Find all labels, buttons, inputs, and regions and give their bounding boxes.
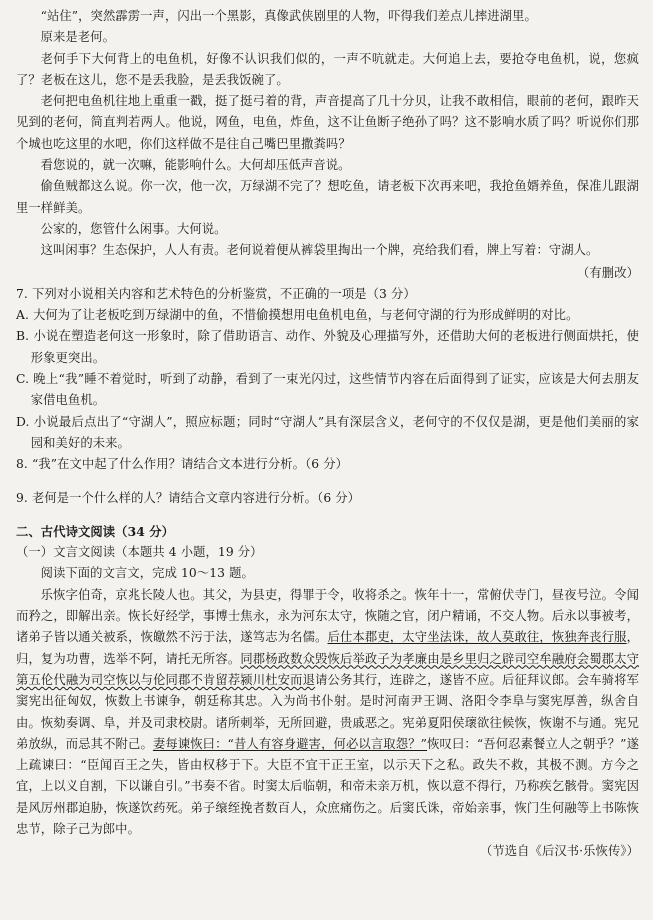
classical-source-note: （节选自《后汉书·乐恢传》） bbox=[479, 844, 639, 859]
story-paragraph: 原来是老何。 bbox=[40, 30, 115, 45]
question-8: 8. “我”在文中起了什么作用？请结合文本进行分析。（6 分） bbox=[16, 457, 349, 472]
question-7-option-b: B. 小说在塑造老何这一形象时，除了借助语言、动作、外貌及心理描写外，还借助大何的老板进行侧面烘托，使形象更突出。 bbox=[16, 329, 639, 365]
story-paragraph: 公家的，您管什么闲事。大何说。 bbox=[40, 221, 227, 236]
question-7-option-a: A. 大何为了让老板吃到万绿湖中的鱼，不惜偷摸想用电鱼机电鱼，与老何守湖的行为形成鲜明的对比。 bbox=[16, 308, 579, 323]
underlined-sentence: 后仕本郡吏，太守坐法诛，故人莫敢往，恢独奔丧行服 bbox=[327, 630, 627, 645]
question-7 bbox=[16, 284, 639, 454]
reading-instruction: 阅读下面的文言文，完成 10～13 题。 bbox=[40, 566, 254, 581]
question-7-stem: 7. 下列对小说相关内容和艺术特色的分析鉴赏，不正确的一项是（3 分） bbox=[16, 286, 416, 301]
question-7-option-d: D. 小说最后点出了“守湖人”，照应标题；同时“守湖人”具有深层含义，老何守的不仅仅是湖，更是他们美丽的家园和美好的未来。 bbox=[16, 414, 639, 450]
story-paragraph: 看您说的，就一次嘛，能影响什么。大何却压低声音说。 bbox=[40, 158, 351, 173]
story-paragraph: 这叫闲事？生态保护，人人有责。老何说着便从裤袋里掏出一个牌，亮给我们看，牌上写着：守湖人。 bbox=[40, 243, 599, 258]
classical-text bbox=[16, 585, 639, 841]
question-9: 9. 老何是一个什么样的人？请结合文章内容进行分析。（6 分） bbox=[16, 490, 361, 505]
answer-space bbox=[16, 476, 639, 488]
underlined-sentence: 妻每谏恢曰：“昔人有容身避害，何必以言取怨？” bbox=[152, 736, 428, 751]
question-7-option-c: C. 晚上“我”睡不着觉时，听到了动静，看到了一束光闪过，这些情节内容在后面得到了证实，应该是大何去朋友家借电鱼机。 bbox=[16, 372, 639, 408]
story-paragraph: 偷鱼贼都这么说。你一次，他一次，万绿湖不完了？想吃鱼，请老板下次再来吧，我抢鱼婿养鱼，保准儿跟湖里一样鲜美。 bbox=[16, 179, 639, 215]
classical-text-segment: 请公务其行，连辟之，遂皆不应。后征拜议郎。会车骑将军窦宪出征匈奴，恢数上书谏争，朝廷称其忠。入为尚书仆射。是时河南尹王调、洛阳令李阜与窦宪厚善，纵舍自由。恢劾奏调、阜，并及司隶校尉。诸所刺举，无所回避，贵戚恶之。宪弟夏阳侯瓌欲往候恢，恢谢不与通。宪兄弟放纵，而忌其不附己。 bbox=[16, 672, 640, 751]
classical-text-segment: 恢叹曰：“吾何忍素餐立人之朝乎？”遂上疏谏曰：“臣闻百王之失，皆由权移于下。大臣不宜干正王室，以示天下之私。政失不救，其极不测。方今之宜，上以义自割，下以谦自引。”书奏不省。时窦太后临朝，和帝未亲万机，恢以意不得行，乃称疾乞骸骨。窦宪因是风厉州郡迫胁，恢遂饮药死。弟子缞绖挽者数百人，众庶痛伤之。后窦氏诛，帝始亲事，恢门生何融等上书陈恢忠节，除子己为郎中。 bbox=[16, 736, 639, 836]
subsection-1-heading: （一）文言文阅读（本题共 4 小题，19 分） bbox=[16, 545, 263, 560]
story-paragraph: 老何手下大何背上的电鱼机，好像不认识我们似的，一声不吭就走。大何追上去，要抢夺电鱼机，说，您疯了？老板在这儿，您不是丢我脸，是丢我饭碗了。 bbox=[16, 51, 639, 87]
answer-space bbox=[16, 509, 639, 521]
section-2-heading: 二、古代诗文阅读（34 分） bbox=[16, 523, 175, 539]
story-source-note: （有删改） bbox=[577, 265, 639, 280]
wavy-underlined-passage: 同郡杨政数众毁恢后举政子为孝廉由是乡里归之辟司空牟融府会蜀郡太守第五伦代融为司空恢以与伦同郡不肯留荐颍川杜安而退 bbox=[16, 651, 640, 687]
classical-text-segment: ，归，复为功曹，选举不阿，请托无所容。 bbox=[16, 630, 639, 666]
story-paragraph: “站住”，突然霹雳一声，闪出一个黑影，真像武侠剧里的人物，吓得我们差点儿摔进湖里。 bbox=[40, 9, 537, 23]
story-excerpt bbox=[16, 6, 639, 284]
classical-text-segment: 乐恢字伯奇，京兆长陵人也。其父，为县吏，得罪于令，收将杀之。恢年十一，常俯伏寺门，昼夜号泣。令闻而矜之，即解出亲。恢长好经学，事博士焦永，永为河东太守，恢随之官，闭户精诵，不交人物。后永以事被考，诸弟子皆以通关被系，恢皦然不污于法，遂笃志为名儒。 bbox=[16, 587, 639, 645]
story-paragraph: 老何把电鱼机往地上重重一戳，挺了挺弓着的背，声音提高了几十分贝，让我不敢相信，眼前的老何，跟昨天见到的老何，简直判若两人。他说，网鱼，电鱼，炸鱼，这不让鱼断子绝孙了吗？这不影响水质了吗？听说你们那个城也吃这里的水吧，你们这样做不是往自己嘴巴里撒粪吗？ bbox=[16, 94, 639, 151]
